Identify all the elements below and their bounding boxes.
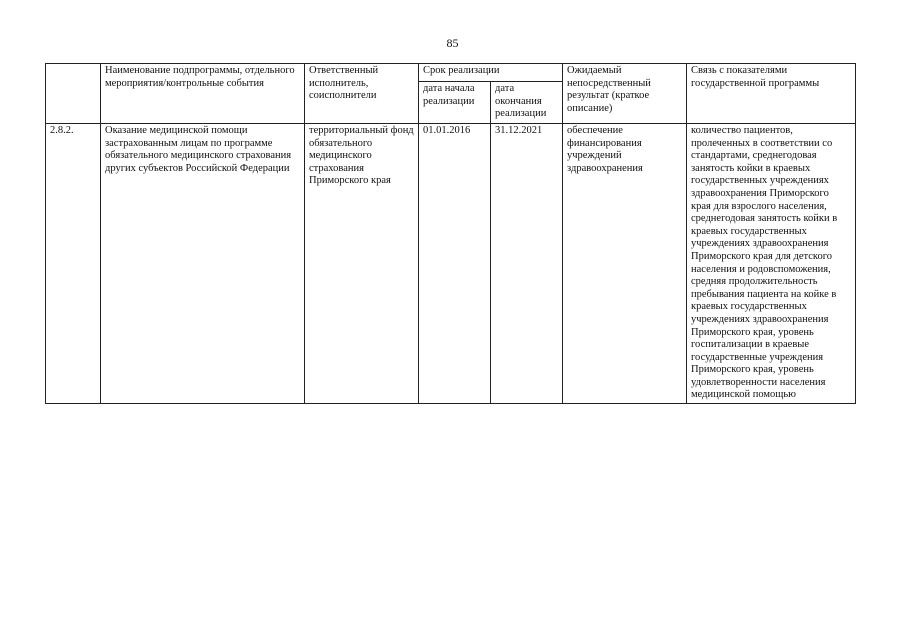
- program-table: [45, 63, 856, 404]
- row-name: Оказание медицинской помощи застрахованным лицам по программе обязательного медицинского страхования других субъектов Российской Федерации: [101, 124, 305, 404]
- page-number: 85: [446, 36, 459, 50]
- header-link: Связь с показателями государственной программы: [687, 64, 856, 124]
- header-name: Наименование подпрограммы, отдельного мероприятия/контрольные события: [101, 64, 305, 124]
- row-executor: территориальный фонд обязательного медицинского страхования Приморского края: [305, 124, 419, 404]
- header-start-date: дата начала реализации: [419, 82, 491, 124]
- row-result: обеспечение финансирования учреждений здравоохранения: [563, 124, 687, 404]
- header-end-date: дата окончания реализации: [491, 82, 563, 124]
- table-row: [46, 124, 856, 404]
- header-number: [46, 64, 101, 124]
- header-executor: Ответственный исполнитель, соисполнители: [305, 64, 419, 124]
- header-period: Срок реализации: [419, 64, 563, 82]
- row-number: 2.8.2.: [46, 124, 101, 404]
- row-start-date: 01.01.2016: [419, 124, 491, 404]
- header-row: [46, 64, 856, 82]
- row-end-date: 31.12.2021: [491, 124, 563, 404]
- row-link: количество пациентов, пролеченных в соответствии со стандартами, среднегодовая занятость койки в краевых государственных учреждениях здравоохранения Приморского края для взрослого населения, среднегодовая занятость койки в краевых государственных учреждениях здравоохранения Приморского края для детского населения и родовспоможения, средняя продолжительность пребывания пациента на койке в краевых государственных учреждениях здравоохранения Приморского края, уровень госпитализации в краевые государственные учреждения Приморского края, уровень удовлетворенности населения медицинской помощью: [687, 124, 856, 404]
- header-result: Ожидаемый непосредственный результат (краткое описание): [563, 64, 687, 124]
